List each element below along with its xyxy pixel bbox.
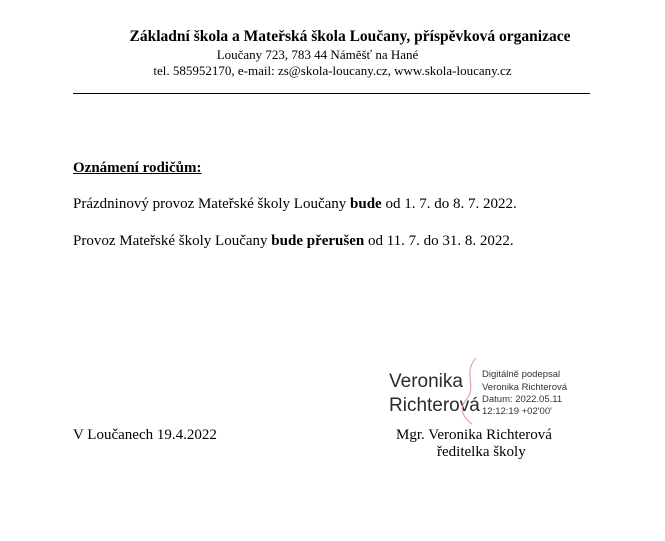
notice-line1-bold: bude: [350, 196, 382, 212]
notice-line2-text-after: od 11. 7. do 31. 8. 2022.: [364, 233, 514, 249]
digital-signature-signer: Veronika Richterová: [482, 382, 568, 393]
digital-signature-caption: Digitálně podepsal: [482, 369, 561, 380]
school-address: Loučany 723, 783 44 Náměšť na Hané: [216, 47, 419, 62]
signature-swirl-icon: [452, 356, 482, 426]
signatory-role: ředitelka školy: [437, 444, 526, 460]
digital-signature-time: 12:12:19 +02'00': [482, 406, 552, 417]
digital-signature-date: Datum: 2022.05.11: [482, 394, 563, 405]
notice-line-summer-operation: [73, 196, 517, 213]
digital-signature-name-first: Veronika: [389, 371, 463, 392]
notice-heading: Oznámení rodičům:: [73, 160, 202, 176]
notice-line1-text-before: Prázdninový provoz Mateřské školy Loučany: [73, 196, 351, 212]
school-name-heading: Základní škola a Mateřská škola Loučany, příspěvková organizace: [129, 28, 571, 45]
place-and-date: V Loučanech 19.4.2022: [73, 427, 217, 443]
notice-line1-text-after: od 1. 7. do 8. 7. 2022.: [381, 196, 517, 212]
notice-line2-text-before: Provoz Mateřské školy Loučany: [73, 233, 272, 249]
school-contact: tel. 585952170, e-mail: zs@skola-loucany.cz, www.skola-loucany.cz: [153, 63, 512, 78]
digital-signature-name-last: Richterová: [389, 395, 480, 416]
notice-line-closure: [73, 233, 514, 250]
signatory-name: Mgr. Veronika Richterová: [396, 427, 552, 443]
notice-line2-bold: bude přerušen: [271, 233, 365, 249]
header-divider: [73, 93, 590, 94]
